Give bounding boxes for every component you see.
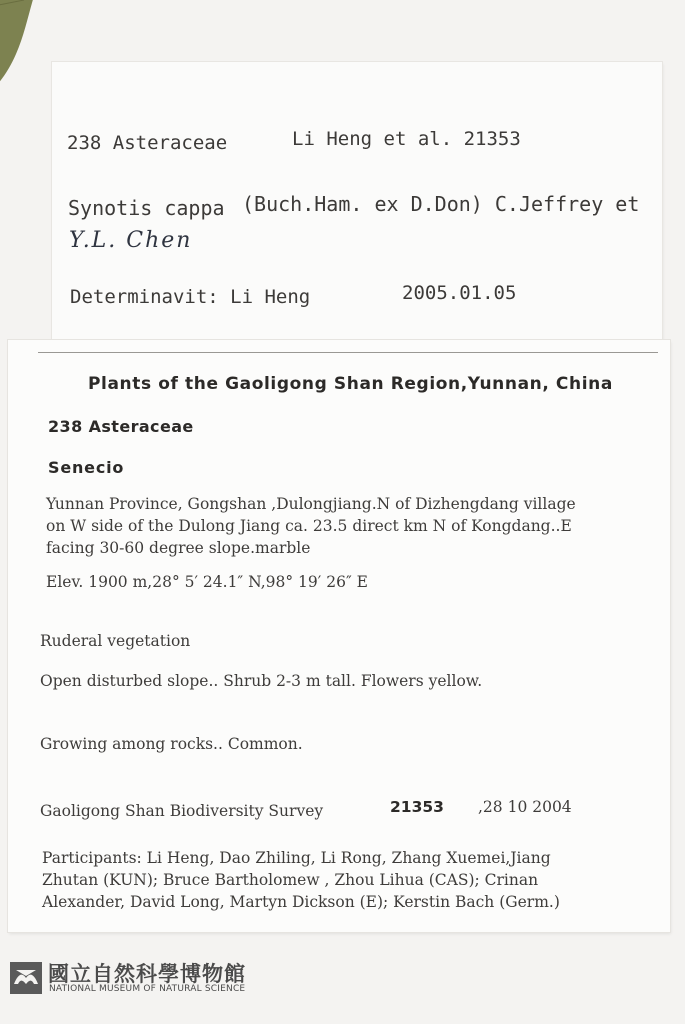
det-taxon-authority: (Buch.Ham. ex D.Don) C.Jeffrey et	[242, 192, 640, 216]
museum-logo	[10, 962, 310, 1002]
collection-title: Plants of the Gaoligong Shan Region,Yunnan, China	[88, 374, 613, 394]
locality-line: Yunnan Province, Gongshan ,Dulongjiang.N of Dizhengdang village	[46, 495, 576, 513]
collection-date: ,28 10 2004	[478, 798, 572, 816]
det-family: 238 Asteraceae	[67, 132, 228, 154]
det-handwritten-authority: Y.L. Chen	[69, 228, 193, 253]
label-divider	[38, 352, 658, 353]
det-date: 2005.01.05	[402, 282, 517, 304]
collection-elevation: Elev. 1900 m,28° 5′ 24.1″ N,98° 19′ 26″ E	[46, 573, 368, 591]
collection-description: Open disturbed slope.. Shrub 2-3 m tall. Flowers yellow.	[40, 672, 483, 690]
museum-name-english: NATIONAL MUSEUM OF NATURAL SCIENCE	[49, 984, 246, 994]
det-determinavit: Determinavit: Li Heng	[70, 286, 311, 308]
collection-genus: Senecio	[48, 458, 125, 477]
collection-habitat: Ruderal vegetation	[40, 632, 191, 650]
collection-number: 21353	[390, 798, 444, 816]
museum-emblem-icon	[10, 962, 42, 994]
det-taxon-name: Synotis cappa	[68, 196, 225, 220]
participants-line: Participants: Li Heng, Dao Zhiling, Li Rong, Zhang Xuemei,Jiang	[42, 849, 551, 867]
determination-label	[52, 62, 662, 340]
collection-locality	[46, 493, 576, 559]
collection-growing: Growing among rocks.. Common.	[40, 735, 303, 753]
collection-survey: Gaoligong Shan Biodiversity Survey	[40, 802, 324, 820]
locality-line: facing 30-60 degree slope.marble	[46, 539, 311, 557]
museum-name-chinese: 國立自然科學博物館	[48, 962, 246, 986]
collection-label	[8, 340, 670, 932]
leaf-fragment	[0, 0, 38, 92]
participants-line: Alexander, David Long, Martyn Dickson (E); Kerstin Bach (Germ.)	[42, 893, 560, 911]
locality-line: on W side of the Dulong Jiang ca. 23.5 direct km N of Kongdang..E	[46, 517, 572, 535]
participants-line: Zhutan (KUN); Bruce Bartholomew , Zhou Lihua (CAS); Crinan	[42, 871, 539, 889]
det-collector-number: Li Heng et al. 21353	[292, 128, 521, 150]
collection-participants	[42, 847, 560, 913]
collection-family: 238 Asteraceae	[48, 417, 194, 436]
